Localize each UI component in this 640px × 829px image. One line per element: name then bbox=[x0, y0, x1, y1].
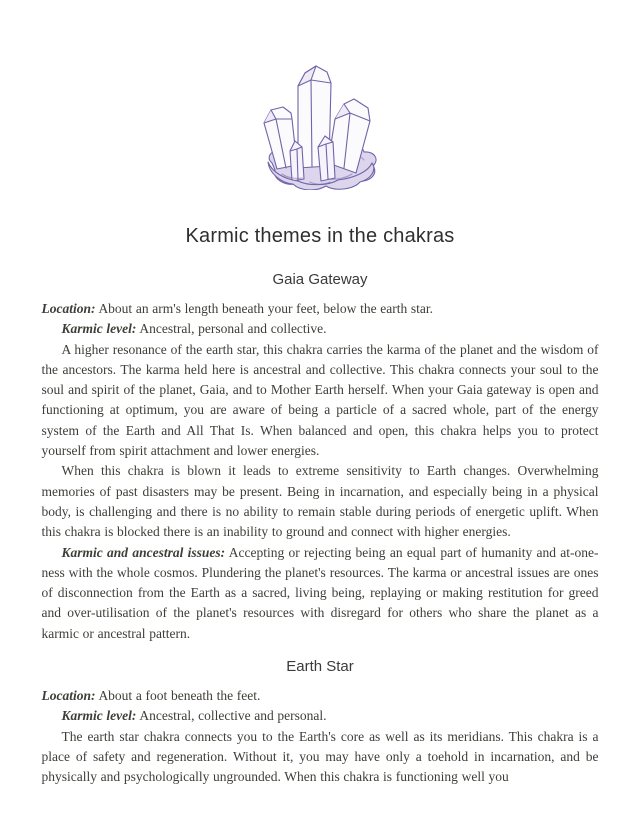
paragraph-label: Location: bbox=[41, 688, 96, 704]
section-earth-star bbox=[42, 657, 599, 787]
paragraph-location bbox=[42, 686, 599, 706]
paragraph-body bbox=[42, 340, 599, 462]
page-content bbox=[42, 270, 599, 788]
paragraph-text: Accepting or rejecting being an equal part of humanity and at-one-ness with the whole cosmos. Plundering the planet's resources. The karma or ancestral issues are ones of disconnection from the Earth as a sacred, living being, replaying or making restitution for greed and over-utilisation of the planet's resources with disregard for others who share the planet as a karmic or ancestral pattern. bbox=[41, 544, 599, 641]
paragraph-text: Ancestral, collective and personal. bbox=[139, 708, 327, 724]
page-title: Karmic themes in the chakras bbox=[185, 225, 455, 247]
section-heading-earth-star: Earth Star bbox=[286, 658, 354, 676]
paragraph-location bbox=[42, 299, 599, 319]
paragraph-text: When this chakra is blown it leads to extreme sensitivity to Earth changes. Overwhelming memories of past disasters may be present. Being in incarnation, and especially being in a physical body, is challenging and there is no ability to remain stable during periods of energetic uplift. When this chakra is blocked there is an inability to ground and connect with higher energies. bbox=[41, 463, 599, 540]
section-gaia-gateway bbox=[42, 270, 599, 644]
paragraph-karmic-level bbox=[42, 706, 599, 726]
paragraph-text: About an arm's length beneath your feet, below the earth star. bbox=[98, 301, 434, 316]
paragraph-label: Location: bbox=[41, 301, 96, 316]
paragraph-text: The earth star chakra connects you to the Earth's core as well as its meridians. This chakra is a place of safety and regeneration. Without it, you may have only a toehold in incarnation, and be physically and psychologically ungrounded. When this chakra is functioning well you bbox=[41, 728, 599, 785]
paragraph-label: Karmic level: bbox=[61, 321, 137, 337]
paragraph-label: Karmic and ancestral issues: bbox=[61, 544, 226, 560]
paragraph-text: A higher resonance of the earth star, this chakra carries the karma of the planet and the wisdom of the ancestors. The karma held here is ancestral and collective. This chakra connects your soul to the soul and spirit of the planet, Gaia, and to Mother Earth herself. When your Gaia gateway is open and functioning at optimum, you are aware of being a particle of a sacred whole, part of the energy system of the Earth and All That Is. When balanced and open, this chakra helps you to protect yourself from spirit attachment and lower energies. bbox=[41, 341, 599, 459]
paragraph-text: About a foot beneath the feet. bbox=[98, 688, 261, 704]
paragraph-text: Ancestral, personal and collective. bbox=[139, 321, 327, 337]
section-heading-gaia-gateway: Gaia Gateway bbox=[272, 271, 368, 288]
crystal-cluster-icon bbox=[258, 62, 382, 190]
paragraph-body bbox=[42, 461, 599, 542]
paragraph-body bbox=[42, 727, 599, 788]
paragraph-karmic-issues bbox=[42, 543, 599, 644]
paragraph-karmic-level bbox=[42, 319, 599, 339]
paragraph-label: Karmic level: bbox=[61, 708, 137, 724]
